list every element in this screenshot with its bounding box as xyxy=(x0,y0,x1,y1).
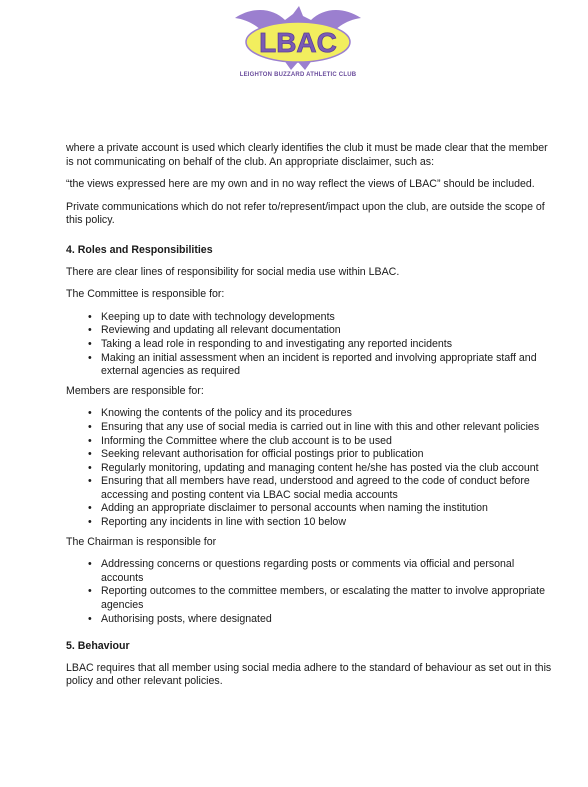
logo-caption: LEIGHTON BUZZARD ATHLETIC CLUB xyxy=(239,72,357,78)
list-item: • Informing the Committee where the club account is to be used xyxy=(66,435,558,449)
chairman-list xyxy=(66,558,558,626)
section-5-heading: 5. Behaviour xyxy=(66,640,130,653)
list-item: • Knowing the contents of the policy and its procedures xyxy=(66,407,558,421)
members-list xyxy=(66,407,558,529)
intro-paragraph-3: Private communications which do not refer to/represent/impact upon the club, are outside the scope of this policy. xyxy=(66,200,545,227)
list-item: • Reviewing and updating all relevant documentation xyxy=(66,324,558,338)
list-item: • Reporting any incidents in line with section 10 below xyxy=(66,516,558,530)
document-body xyxy=(66,142,558,698)
list-item: • Ensuring that all members have read, understood and agreed to the code of conduct before accessing and posting content via LBAC social media accounts xyxy=(66,475,558,502)
section-4-heading: 4. Roles and Responsibilities xyxy=(66,243,213,256)
list-item: • Seeking relevant authorisation for official postings prior to publication xyxy=(66,448,558,462)
intro-paragraph-1: where a private account is used which clearly identifies the club it must be made clear that the member is not communicating on behalf of the club. An appropriate disclaimer, such as: xyxy=(66,142,548,168)
list-item: • Adding an appropriate disclaimer to personal accounts when naming the institution xyxy=(66,502,558,516)
committee-label: The Committee is responsible for: xyxy=(66,288,225,301)
list-item: • Authorising posts, where designated xyxy=(66,613,558,627)
section-4-intro: There are clear lines of responsibility for social media use within LBAC. xyxy=(66,265,400,278)
members-label: Members are responsible for: xyxy=(66,384,204,397)
committee-list xyxy=(66,311,558,379)
list-item: • Reporting outcomes to the committee members, or escalating the matter to involve appropriate agencies xyxy=(66,585,558,612)
list-item: • Regularly monitoring, updating and managing content he/she has posted via the club account xyxy=(66,462,558,476)
list-item: • Addressing concerns or questions regarding posts or comments via official and personal accounts xyxy=(66,558,558,585)
section-5-paragraph: LBAC requires that all member using social media adhere to the standard of behaviour as set out in this policy and other relevant policies. xyxy=(66,661,552,688)
intro-paragraph-2: “the views expressed here are my own and in no way reflect the views of LBAC” should be included. xyxy=(66,178,535,191)
logo-text: LBAC xyxy=(259,27,337,58)
club-logo xyxy=(233,4,363,84)
lbac-logo-icon xyxy=(233,4,363,74)
list-item: • Making an initial assessment when an incident is reported and involving appropriate staff and external agencies as required xyxy=(66,352,558,379)
list-item: • Taking a lead role in responding to and investigating any reported incidents xyxy=(66,338,558,352)
list-item: • Keeping up to date with technology developments xyxy=(66,311,558,325)
chairman-label: The Chairman is responsible for xyxy=(66,535,217,548)
list-item: • Ensuring that any use of social media is carried out in line with this and other relevant policies xyxy=(66,421,558,435)
